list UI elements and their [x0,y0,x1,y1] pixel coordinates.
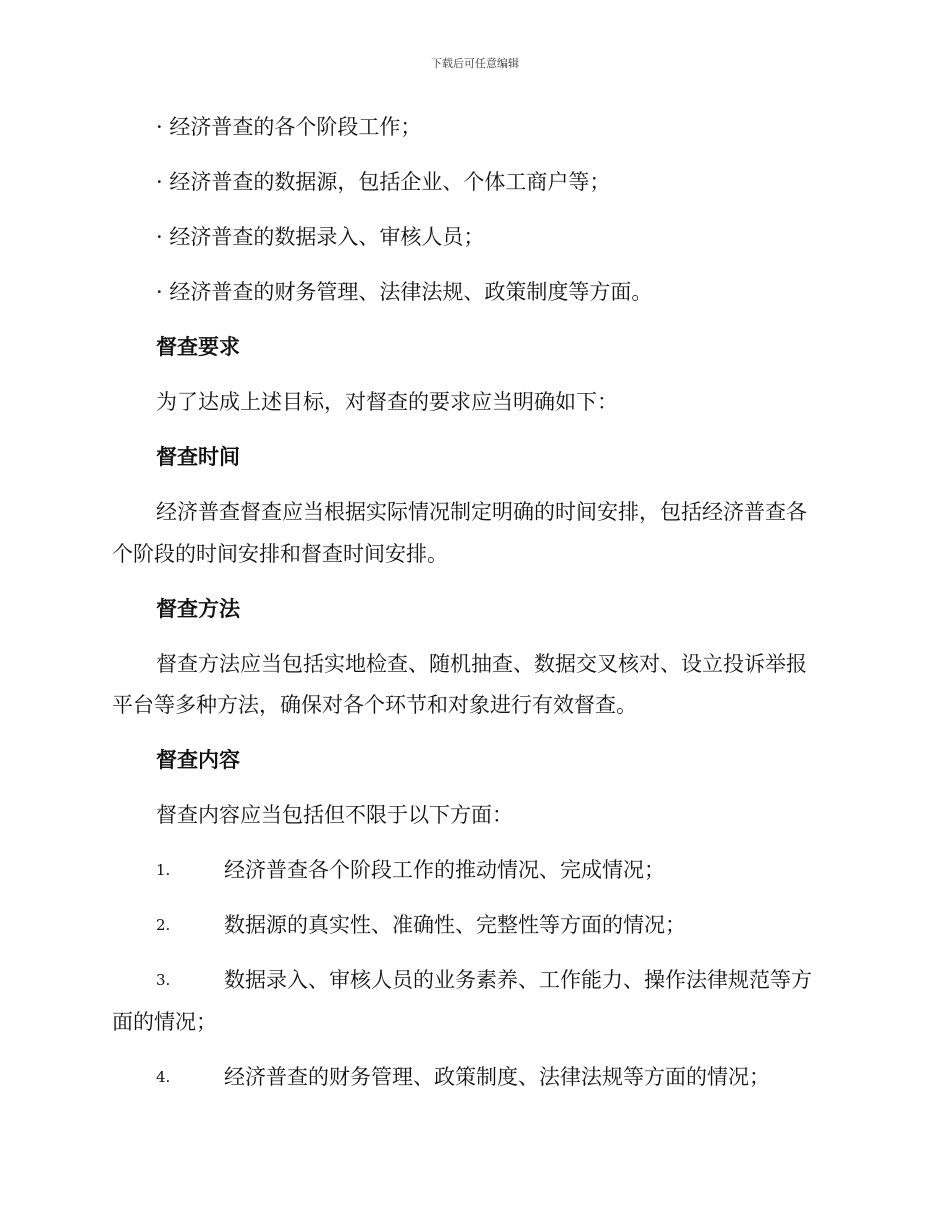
list-number: 3. [156,971,171,989]
bullet-item: · 经济普查的数据录入、审核人员； [156,225,485,249]
section-heading: 督查时间 [156,444,240,469]
bullet-item: · 经济普查的数据源，包括企业、个体工商户等； [156,170,611,194]
section-heading: 督查内容 [156,747,240,772]
list-item-text: 经济普查的财务管理、政策制度、法律法规等方面的情况； [224,1065,770,1089]
list-item-text: 经济普查各个阶段工作的推动情况、完成情况； [224,858,665,882]
paragraph-line: 经济普查督查应当根据实际情况制定明确的时间安排，包括经济普查各 [156,500,807,524]
section-heading: 督查方法 [156,596,240,621]
list-number: 4. [156,1068,171,1086]
paragraph: 为了达成上述目标，对督查的要求应当明确如下： [156,390,618,414]
list-number: 2. [156,916,171,934]
list-item-text: 数据录入、审核人员的业务素养、工作能力、操作法律规范等方 [224,968,812,992]
list-item-text: 数据源的真实性、准确性、完整性等方面的情况； [224,913,686,937]
paragraph-line: 督查方法应当包括实地检查、随机抽查、数据交叉核对、设立投诉举报 [156,652,807,676]
list-item-continuation: 面的情况； [112,1010,217,1034]
bullet-item: · 经济普查的各个阶段工作； [156,115,422,139]
paragraph: 督查内容应当包括但不限于以下方面： [156,803,513,827]
paragraph-line: 平台等多种方法，确保对各个环节和对象进行有效督查。 [112,693,637,717]
page-header: 下载后可任意编辑 [431,57,519,70]
list-number: 1. [156,861,171,879]
paragraph-line: 个阶段的时间安排和督查时间安排。 [112,542,448,566]
section-heading: 督查要求 [156,334,240,359]
bullet-item: · 经济普查的财务管理、法律法规、政策制度等方面。 [156,280,653,304]
